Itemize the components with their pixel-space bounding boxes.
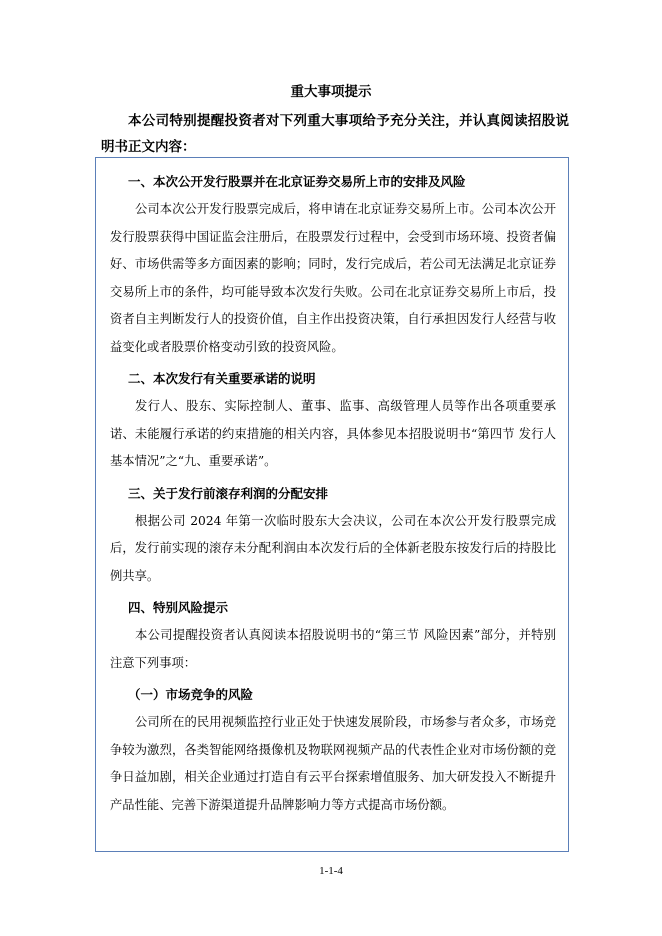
intro-paragraph: 本公司特别提醒投资者对下列重大事项给予充分关注，并认真阅读招股说明书正文内容： <box>101 113 569 155</box>
section-heading-3: 三、关于发行前滚存利润的分配安排 <box>128 485 329 501</box>
page-title: 重大事项提示 <box>290 84 372 100</box>
page-number: 1-1-4 <box>319 865 343 877</box>
content-box <box>95 157 569 852</box>
section-heading-1: 一、本次公开发行股票并在北京证券交易所上市的安排及风险 <box>128 174 466 189</box>
section-body-3: 根据公司 2024 年第一次临时股东大会决议，公司在本次公开发行股票完成后，发行前实现的滚存未分配利润由本次发行后的全体新老股东按发行后的持股比例共享。 <box>110 513 556 583</box>
section-body-2: 发行人、股东、实际控制人、董事、监事、高级管理人员等作出各项重要承诺、未能履行承诺的约束措施的相关内容，具体参见本招股说明书“第四节 发行人基本情况”之“九、重要承诺”。 <box>110 399 556 468</box>
subsection-heading-1: （一）市场竞争的风险 <box>128 687 254 702</box>
section-body-1: 公司本次公开发行股票完成后，将申请在北京证券交易所上市。公司本次公开发行股票获得中国证监会注册后，在股票发行过程中，会受到市场环境、投资者偏好、市场供需等多方面因素的影响；同时，发行完成后，若公司无法满足北京证券交易所上市的条件，均可能导致本次发行失败。公司在北京证券交易所上市后，投资者自主判断发行人的投资价值，自主作出投资决策，自行承担因发行人经营与收益变化或者股票价格变动引致的投资风险。 <box>110 202 556 354</box>
section-heading-4: 四、特别风险提示 <box>128 600 229 615</box>
subsection-body-1: 公司所在的民用视频监控行业正处于快速发展阶段，市场参与者众多，市场竞争较为激烈，各类智能网络摄像机及物联网视频产品的代表性企业对市场份额的竞争日益加剧，相关企业通过打造自有云平台探索增值服务、加大研发投入不断提升产品性能、完善下游渠道提升品牌影响力等方式提高市场份额。 <box>110 715 556 812</box>
section-heading-2: 二、本次发行有关重要承诺的说明 <box>128 371 316 386</box>
section-body-4: 本公司提醒投资者认真阅读本招股说明书的“第三节 风险因素”部分，并特别注意下列事项： <box>110 628 556 670</box>
